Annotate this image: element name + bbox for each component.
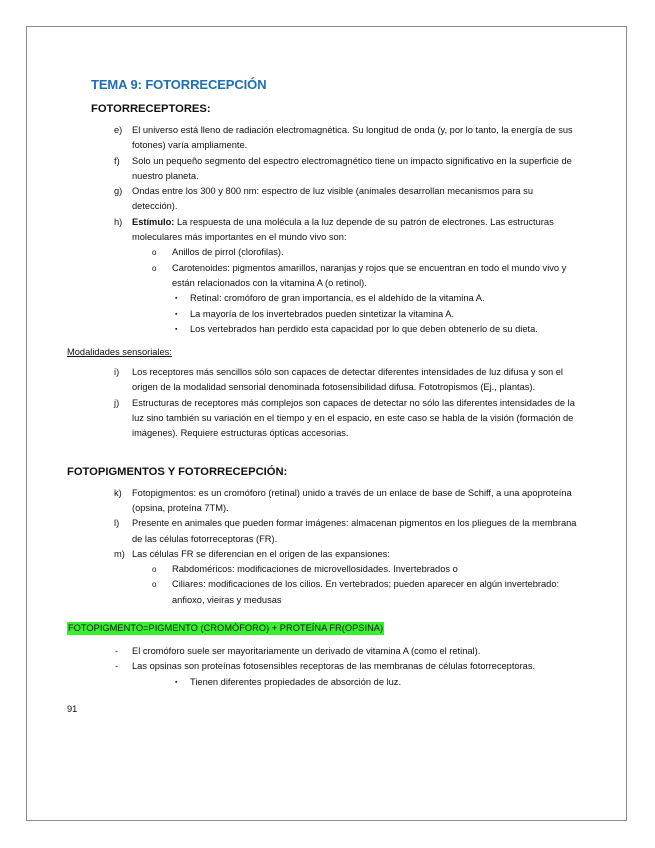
fotorreceptores-list [91,123,581,337]
sub-list-item-text: Rabdoméricos: modificaciones de microvellosidades. Invertebrados o [172,564,458,575]
sub-sub-list-item [91,307,581,322]
document-page [26,26,627,821]
section-heading-fotopigmentos: FOTOPIGMENTOS Y FOTORRECEPCIÓN: [67,465,288,478]
list-item-text: Fotopigmentos: es un cromóforo (retinal) unido a través de un enlace de base de Schiff, a una apoproteína (opsina, proteína 7TM). [132,487,572,513]
dash-list-item-text: El cromóforo suele ser mayoritariamente un derivado de vitamina A (como el retinal). [132,646,481,657]
dash-marker: - [115,661,119,672]
sub-sub-list-item-text: Tienen diferentes propiedades de absorción de luz. [190,676,402,687]
list-item-text: El universo está lleno de radiación electromagnética. Su longitud de onda (y, por lo tanto, la energía de sus fotones) varía ampliamente. [132,125,573,151]
highlighted-formula: FOTOPIGMENTO=PIGMENTO (CROMÓFORO) + PROTEÍNA FR(OPSINA) [68,623,384,634]
dash-marker: - [115,646,119,657]
sub-sub-list-item [91,675,581,690]
list-marker: g) [114,186,123,197]
list-marker: j) [114,397,120,408]
highlight-wrapper [67,618,581,636]
sub-sub-list-item-text: Los vertebrados han perdido esta capacidad por lo que deben obtenerlo de su dieta. [190,323,538,334]
sub-sub-list-item-text: La mayoría de los invertebrados pueden sintetizar la vitamina A. [190,308,455,319]
circle-bullet-icon: o [152,248,157,258]
section-heading-fotorreceptores: FOTORRECEPTORES: [91,103,211,115]
list-item [91,516,581,547]
list-item-text: Solo un pequeño segmento del espectro electromagnético tiene un impacto significativo en la superficie de nuestro planeta. [132,155,572,181]
list-item-text: Presente en animales que pueden formar imágenes: almacenan pigmentos en los pliegues de la membrana de las células fotorreceptoras (FR). [132,518,577,544]
sub-list-item [91,261,581,292]
circle-bullet-icon: o [152,263,157,273]
sub-sub-list-item [91,291,581,306]
list-marker: l) [114,518,120,529]
sub-list-item-text: Anillos de pirrol (clorofilas). [172,247,284,258]
sub-list-item [91,577,581,608]
circle-bullet-icon: o [152,580,157,590]
list-item [91,154,581,185]
list-item-text: Los receptores más sencillos sólo son capaces de detectar diferentes intensidades de luz difusa y son el origen de la modalidad sensorial denominada fotosensibilidad difusa. Fototropismos (Ej., plantas). [132,367,564,393]
fotopigmentos-list [91,486,581,608]
list-marker: f) [114,155,120,166]
dash-list-item [91,644,581,659]
list-marker: m) [114,548,125,559]
sub-list-item [91,562,581,577]
modalidades-list [91,365,581,441]
dash-list [91,644,581,690]
list-marker: k) [114,487,122,498]
square-bullet-icon: ▪ [175,310,178,318]
sub-sub-list-item [91,322,581,337]
list-item [91,123,581,154]
list-item [91,365,581,396]
list-marker: i) [114,367,120,378]
page-number: 91 [67,703,78,714]
square-bullet-icon: ▪ [175,678,178,686]
sub-list-item-text: Carotenoides: pigmentos amarillos, naranjas y rojos que se encuentran en todo el mundo vivo y están relacionados con la vitamina A (o retinol). [172,262,567,288]
sub-list-item-text: Ciliares: modificaciones de los cilios. En vertebrados; pueden aparecer en algún invertebrado: anfioxo, vieiras y medusas [172,579,560,605]
list-item-text: Estructuras de receptores más complejos son capaces de detectar no sólo las diferentes intensidades de la luz sino también su variación en el tiempo y en el espacio, en este caso se habla de la visión (formación de imágenes). Requiere estructuras ópticas accesorias. [132,397,575,439]
list-item [91,486,581,517]
list-marker: e) [114,125,123,135]
page-content [67,77,581,714]
page-title: TEMA 9: FOTORRECEPCIÓN [91,77,267,92]
modalidades-heading: Modalidades sensoriales: [67,347,172,358]
sub-list-item [91,245,581,260]
list-item [91,184,581,215]
square-bullet-icon: ▪ [175,325,178,333]
list-item [91,396,581,442]
list-item-text: Las células FR se diferencian en el origen de las expansiones: [132,548,390,559]
dash-list-item-text: Las opsinas son proteínas fotosensibles receptoras de las membranas de células fotorreceptoras. [132,661,536,672]
list-item-text: La respuesta de una molécula a la luz depende de su patrón de electrones. Las estructuras moleculares más importantes en el mundo vivo son: [132,216,554,243]
circle-bullet-icon: o [152,565,157,575]
dash-list-item [91,659,581,674]
list-marker: h) [114,216,123,227]
list-item-text: Ondas entre los 300 y 800 nm: espectro de luz visible (animales desarrollan mecanismos para su detección). [132,186,534,212]
square-bullet-icon: ▪ [175,295,178,303]
list-item [91,547,581,562]
list-item [91,215,581,246]
sub-sub-list-item-text: Retinal: cromóforo de gran importancia, es el aldehído de la vitamina A. [190,293,485,304]
list-item-bold-label: Estímulo: [132,216,175,227]
